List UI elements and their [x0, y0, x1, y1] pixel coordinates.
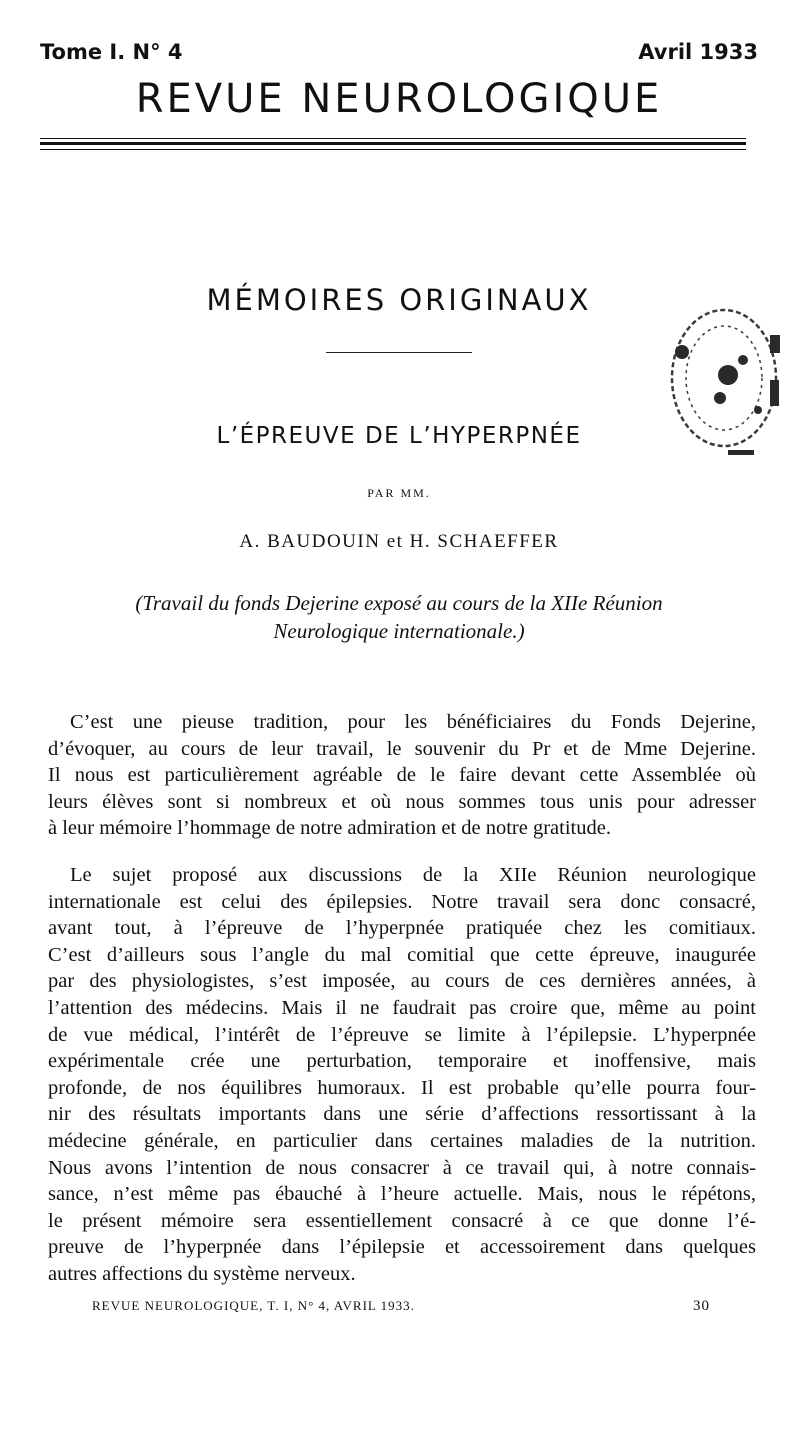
running-header	[40, 40, 758, 70]
text-line: par des physiologistes, s’est imposée, au cours de ces dernières années, à	[48, 970, 756, 993]
volume-number: Tome I. N° 4	[40, 40, 183, 64]
text-line: Il nous est particulièrement agréable de le faire devant cette Assemblée où	[48, 764, 756, 787]
page-number: 30	[693, 1298, 710, 1314]
paragraph-1	[48, 709, 756, 842]
subtitle-line: Neurologique internationale.)	[273, 619, 525, 643]
subtitle-line: (Travail du fonds Dejerine exposé au cours de la XIIe Réunion	[135, 591, 663, 615]
section-title: MÉMOIRES ORIGINAUX	[206, 283, 592, 317]
text-line: médecine générale, en particulier dans certaines maladies de la nutrition.	[48, 1129, 756, 1152]
text-line: autres affections du système nerveux.	[48, 1262, 356, 1285]
text-line: preuve de l’hyperpnée dans l’épilepsie et accessoirement dans quelques	[48, 1236, 756, 1259]
text-line: avant tout, à l’épreuve de l’hyperpnée pratiquée chez les comitiaux.	[48, 917, 756, 940]
text-line: l’attention des médecins. Mais il ne faudrait pas croire que, même au point	[48, 996, 756, 1019]
text-line: de vue médical, l’intérêt de l’épreuve se limite à l’épilepsie. L’hyperpnée	[48, 1023, 756, 1046]
text-line: profonde, de nos équilibres humoraux. Il est probable qu’elle pourra four-	[48, 1076, 756, 1099]
header-rule-thick	[40, 142, 746, 145]
text-line: le présent mémoire sera essentiellement consacré à ce que donne l’é-	[48, 1209, 756, 1232]
byline-par: PAR MM.	[367, 486, 431, 500]
text-line: C’est une pieuse tradition, pour les bénéficiaires du Fonds Dejerine,	[70, 711, 756, 733]
text-line: à leur mémoire l’hommage de notre admiration et de notre gratitude.	[48, 817, 611, 840]
paragraph-2	[48, 862, 756, 1288]
text-line: nir des résultats importants dans une série d’affections ressortissant à la	[48, 1103, 756, 1126]
text-line: sance, n’est même pas ébauché à l’heure actuelle. Mais, nous le répétons,	[48, 1183, 756, 1206]
footer-citation: REVUE NEUROLOGIQUE, T. I, N° 4, AVRIL 1933.	[92, 1298, 415, 1313]
text-line: C’est d’ailleurs sous l’angle du mal comitial que cette épreuve, inaugurée	[48, 943, 756, 966]
text-line: Nous avons l’intention de nous consacrer à ce travail qui, à notre connais-	[48, 1156, 756, 1179]
header-rule-thin-2	[40, 149, 746, 150]
issue-date: Avril 1933	[638, 40, 758, 64]
journal-title: REVUE NEUROLOGIQUE	[135, 76, 663, 122]
text-line: internationale est celui des épilepsies. Notre travail sera donc consacré,	[48, 890, 756, 913]
page-footer	[92, 1298, 710, 1318]
section-divider	[326, 352, 472, 353]
text-line: d’évoquer, au cours de leur travail, le souvenir du Pr et de Mme Dejerine.	[48, 737, 756, 760]
authors: A. BAUDOUIN et H. SCHAEFFER	[239, 531, 559, 552]
article-subtitle	[60, 589, 738, 645]
text-line: expérimentale crée une perturbation, temporaire et inoffensive, mais	[48, 1050, 756, 1073]
article-title: L’ÉPREUVE DE L’HYPERPNÉE	[216, 423, 582, 449]
header-rule-thin	[40, 138, 746, 139]
text-line: leurs élèves sont si nombreux et où nous sommes tous unis pour adresser	[48, 790, 756, 813]
text-line: Le sujet proposé aux discussions de la XIIe Réunion neurologique	[70, 864, 756, 886]
